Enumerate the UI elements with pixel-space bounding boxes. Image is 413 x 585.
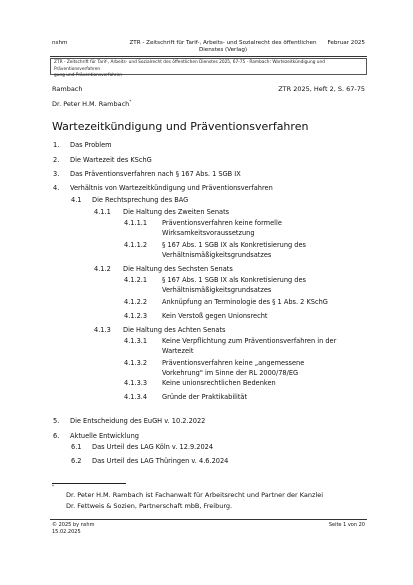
footer-left bbox=[52, 522, 94, 535]
toc-item-text: Die Entscheidung des EuGH v. 10.2.2022 bbox=[70, 417, 206, 425]
toc-item-number: 4.1.3.4 bbox=[124, 393, 148, 401]
toc-item-number: 4.1.1 bbox=[94, 208, 111, 216]
toc-item-number: 4.1.1.1 bbox=[124, 219, 148, 227]
toc-item-number: 4.1.3.1 bbox=[124, 337, 148, 345]
toc-item-number: 1. bbox=[53, 141, 60, 149]
toc-item-text: Aktuelle Entwicklung bbox=[70, 432, 139, 440]
toc-item-number: 6.2 bbox=[71, 457, 82, 465]
author-footnote-mark: * bbox=[129, 99, 132, 104]
footnote-line2: Dr. Fettweis & Sozien, Partnerschaft mbB, Freiburg. bbox=[66, 502, 233, 510]
toc-item-number: 4.1.2.3 bbox=[124, 312, 148, 320]
footnote-text bbox=[66, 490, 323, 512]
toc-item-number: 4.1.3.3 bbox=[124, 379, 148, 387]
toc-item-number: 6. bbox=[53, 432, 60, 440]
toc-item-text: Verhältnis von Wartezeitkündigung und Präventionsverfahren bbox=[70, 184, 273, 192]
footnote-line1: Dr. Peter H.M. Rambach ist Fachanwalt für Arbeitsrecht und Partner der Kanzlei bbox=[66, 491, 323, 499]
toc-item-text-continued: Vorkehrung" im Sinne der RL 2000/78/EG bbox=[162, 369, 299, 377]
toc-item-number: 4.1.2.2 bbox=[124, 298, 148, 306]
toc-item-text: Das Urteil des LAG Thüringen v. 4.6.2024 bbox=[92, 457, 229, 465]
toc-item-text: Keine unionsrechtlichen Bedenken bbox=[162, 379, 276, 387]
header-journal-line2: Dienstes (Verlag) bbox=[198, 47, 248, 53]
citation-line1: ZTR - Zeitschrift für Tarif-, Arbeits- und Sozialrecht des öffentlichen Dienstes 2025, 67-75 · Rambach: Wartezeitkündigung und Präventionsverfahren bbox=[54, 60, 325, 72]
toc-item-text-continued: Wartezeit bbox=[162, 347, 194, 355]
citation-line2: gung und Präventionsverfahren bbox=[54, 73, 122, 78]
toc-item-text: Das Präventionsverfahren nach § 167 Abs. 1 SGB IX bbox=[70, 170, 241, 178]
toc-item-number: 4. bbox=[53, 184, 60, 192]
toc-item-text: Das Urteil des LAG Köln v. 12.9.2024 bbox=[92, 443, 214, 451]
article-title: Wartezeitkündigung und Präventionsverfahren bbox=[52, 120, 309, 133]
toc-item-number: 4.1.3.2 bbox=[124, 359, 148, 367]
article-citation: ZTR 2025, Heft 2, S. 67-75 bbox=[278, 85, 365, 93]
toc-item-text: Keine Verpflichtung zum Präventionsverfahren in der bbox=[162, 337, 337, 345]
article-author-short: Rambach bbox=[52, 85, 83, 93]
toc-item-text: Gründe der Praktikabilität bbox=[162, 393, 248, 401]
toc-item-text: § 167 Abs. 1 SGB IX als Konkretisierung des bbox=[162, 241, 306, 249]
toc-item-text-continued: Wirksamkeitsvoraussetzung bbox=[162, 229, 255, 237]
toc-item-text: Präventionsverfahren keine formelle bbox=[162, 219, 282, 227]
footnote-mark: * bbox=[52, 484, 54, 489]
toc-item-number: 2. bbox=[53, 156, 60, 164]
toc-item-number: 6.1 bbox=[71, 443, 82, 451]
toc-item-text-continued: Verhältnismäßigkeitsgrundsatzes bbox=[162, 286, 272, 294]
toc-item-text: Präventionsverfahren keine „angemessene bbox=[162, 359, 305, 367]
footer-date: 15.02.2025 bbox=[52, 528, 81, 535]
toc-item-text: Die Haltung des Achten Senats bbox=[123, 326, 226, 334]
toc-item-text: Die Haltung des Zweiten Senats bbox=[123, 208, 230, 216]
toc-item-number: 4.1 bbox=[71, 196, 82, 204]
author-name: Dr. Peter H.M. Rambach bbox=[52, 100, 130, 109]
toc-item-text: Das Problem bbox=[70, 141, 112, 149]
toc-item-number: 4.1.1.2 bbox=[124, 241, 148, 249]
toc-item-text: Kein Verstoß gegen Unionsrecht bbox=[162, 312, 268, 320]
toc-item-text: Die Rechtsprechung des BAG bbox=[92, 196, 189, 204]
toc-item-number: 4.1.2 bbox=[94, 265, 111, 273]
toc-item-text: Die Wartezeit des KSchG bbox=[70, 156, 152, 164]
header-date: Februar 2025 bbox=[327, 40, 365, 46]
toc-item-text: Anknüpfung an Terminologie des § 1 Abs. 2 KSchG bbox=[162, 298, 328, 306]
toc-item-number: 3. bbox=[53, 170, 60, 178]
footer-page-number: Seite 1 von 20 bbox=[328, 522, 365, 528]
toc-item-number: 4.1.3 bbox=[94, 326, 111, 334]
footer-divider bbox=[50, 519, 367, 520]
header-journal-line1: ZTR - Zeitschrift für Tarif-, Arbeits- und Sozialrecht des öffentlichen bbox=[129, 40, 317, 46]
toc-item-number: 4.1.2.1 bbox=[124, 276, 148, 284]
toc-item-number: 5. bbox=[53, 417, 60, 425]
toc-item-text: § 167 Abs. 1 SGB IX als Konkretisierung des bbox=[162, 276, 306, 284]
footer-copyright: © 2025 by nshm bbox=[52, 522, 95, 528]
toc-item-text: Die Haltung des Sechsten Senats bbox=[123, 265, 233, 273]
toc-item-text-continued: Verhältnismäßigkeitsgrundsatzes bbox=[162, 251, 272, 259]
footnote-divider bbox=[52, 483, 126, 484]
header-publisher: nshm bbox=[52, 40, 68, 46]
